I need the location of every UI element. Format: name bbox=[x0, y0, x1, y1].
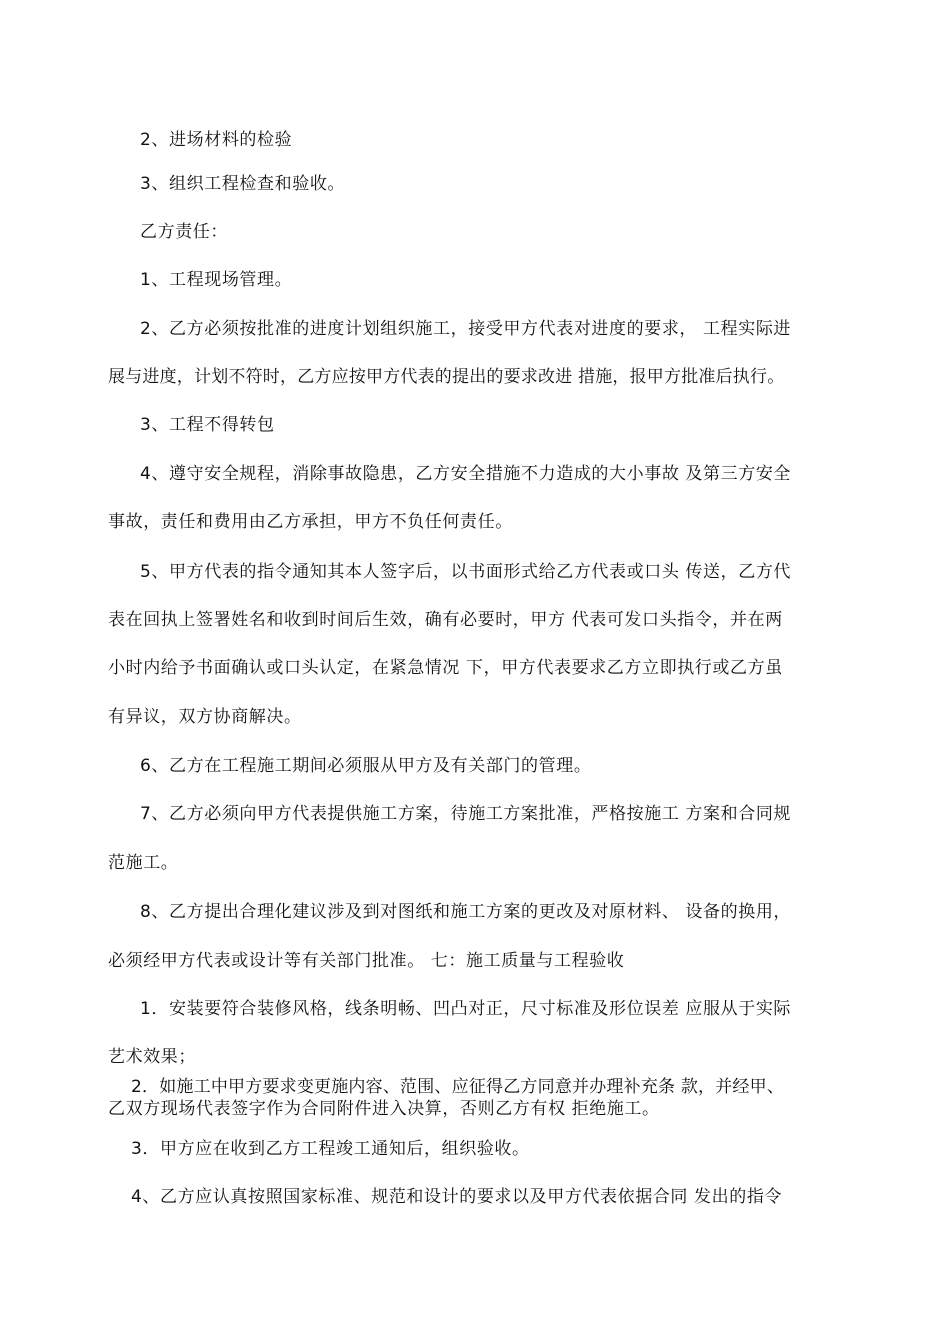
text-line: 2、进场材料的检验 bbox=[140, 130, 293, 150]
text-line: 8、乙方提出合理化建议涉及到对图纸和施工方案的更改及对原材料、 设备的换用， bbox=[140, 902, 792, 922]
text-line: 小时内给予书面确认或口头认定，在紧急情况 下，甲方代表要求乙方立即执行或乙方虽 bbox=[108, 658, 783, 678]
section-heading: 乙方责任： bbox=[140, 222, 228, 242]
text-line: 7、乙方必须向甲方代表提供施工方案，待施工方案批准，严格按施工 方案和合同规 bbox=[140, 804, 792, 824]
text-line: 4、遵守安全规程，消除事故隐患，乙方安全措施不力造成的大小事故 及第三方安全 bbox=[140, 464, 792, 484]
text-line: 展与进度，计划不符时，乙方应按甲方代表的提出的要求改进 措施，报甲方批准后执行。 bbox=[108, 367, 785, 387]
text-line: 艺术效果； bbox=[108, 1047, 196, 1067]
text-line: 乙双方现场代表签字作为合同附件进入决算，否则乙方有权 拒绝施工。 bbox=[108, 1099, 660, 1119]
text-line: 2、乙方必须按批准的进度计划组织施工，接受甲方代表对进度的要求， 工程实际进 bbox=[140, 319, 792, 339]
text-line: 范施工。 bbox=[108, 853, 179, 873]
text-line: 2．如施工中甲方要求变更施内容、范围、应征得乙方同意并办理补充条 款，并经甲、 bbox=[131, 1077, 785, 1097]
text-line: 有异议，双方协商解决。 bbox=[108, 707, 302, 727]
text-line: 3、组织工程检查和验收。 bbox=[140, 174, 346, 194]
text-line: 3．甲方应在收到乙方工程竣工通知后，组织验收。 bbox=[131, 1139, 530, 1159]
text-line: 6、乙方在工程施工期间必须服从甲方及有关部门的管理。 bbox=[140, 756, 592, 776]
text-line: 4、乙方应认真按照国家标准、规范和设计的要求以及甲方代表依据合同 发出的指令 bbox=[131, 1187, 783, 1207]
text-line: 必须经甲方代表或设计等有关部门批准。 七：施工质量与工程验收 bbox=[108, 951, 625, 971]
text-line: 事故，责任和费用由乙方承担，甲方不负任何责任。 bbox=[108, 512, 513, 532]
text-line: 3、工程不得转包 bbox=[140, 415, 275, 435]
text-line: 表在回执上签署姓名和收到时间后生效，确有必要时，甲方 代表可发口头指令，并在两 bbox=[108, 610, 783, 630]
text-line: 1、工程现场管理。 bbox=[140, 270, 293, 290]
text-line: 5、甲方代表的指令通知其本人签字后，以书面形式给乙方代表或口头 传送，乙方代 bbox=[140, 562, 792, 582]
text-line: 1．安装要符合装修风格，线条明畅、凹凸对正，尺寸标准及形位误差 应服从于实际 bbox=[140, 999, 792, 1019]
